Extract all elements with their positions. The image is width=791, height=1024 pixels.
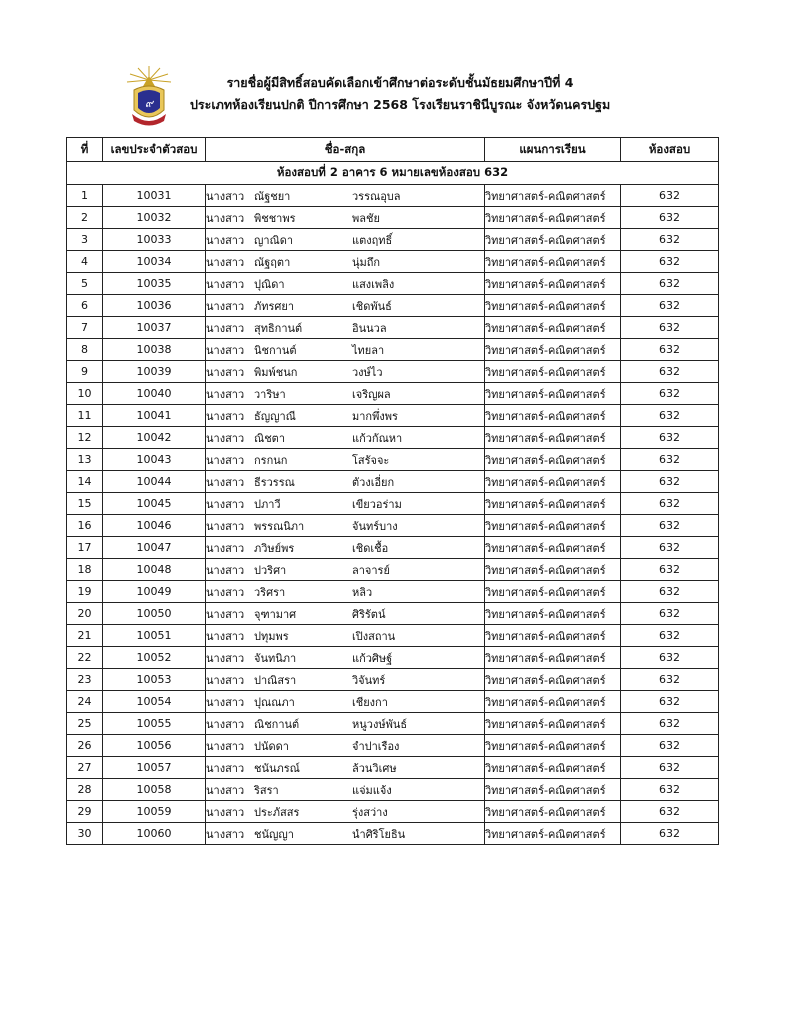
study-plan: วิทยาศาสตร์-คณิตศาสตร์ (485, 669, 621, 691)
last-name: รุ่งสว่าง (352, 805, 388, 819)
full-name (206, 471, 485, 493)
full-name (206, 735, 485, 757)
exam-id: 10041 (103, 405, 206, 427)
name-prefix: นางสาว (206, 739, 245, 753)
last-name: นุ่มถึก (352, 255, 381, 269)
row-number: 5 (67, 273, 103, 295)
study-plan: วิทยาศาสตร์-คณิตศาสตร์ (485, 383, 621, 405)
row-number: 11 (67, 405, 103, 427)
table-row (67, 317, 719, 339)
name-prefix: นางสาว (206, 255, 245, 269)
name-prefix: นางสาว (206, 585, 245, 599)
name-prefix: นางสาว (206, 277, 245, 291)
row-number: 6 (67, 295, 103, 317)
full-name (206, 603, 485, 625)
name-prefix: นางสาว (206, 431, 245, 445)
study-plan: วิทยาศาสตร์-คณิตศาสตร์ (485, 229, 621, 251)
exam-id: 10056 (103, 735, 206, 757)
table-row (67, 801, 719, 823)
table-row (67, 823, 719, 845)
last-name: อินนวล (352, 321, 387, 335)
name-prefix: นางสาว (206, 827, 245, 841)
full-name (206, 207, 485, 229)
study-plan: วิทยาศาสตร์-คณิตศาสตร์ (485, 779, 621, 801)
exam-id: 10034 (103, 251, 206, 273)
last-name: แตงฤทธิ์ (352, 233, 393, 247)
first-name: ภวิษย์พร (254, 541, 295, 555)
exam-room: 632 (621, 713, 719, 735)
study-plan: วิทยาศาสตร์-คณิตศาสตร์ (485, 757, 621, 779)
last-name: ไทยลา (352, 343, 385, 357)
study-plan: วิทยาศาสตร์-คณิตศาสตร์ (485, 603, 621, 625)
last-name: จำปาเรือง (352, 739, 400, 753)
exam-id: 10060 (103, 823, 206, 845)
full-name (206, 691, 485, 713)
last-name: มากพึ่งพร (352, 409, 398, 423)
first-name: ณัฐชยา (254, 189, 291, 203)
full-name (206, 801, 485, 823)
exam-id: 10032 (103, 207, 206, 229)
exam-room: 632 (621, 801, 719, 823)
first-name: ปวริศา (254, 563, 287, 577)
study-plan: วิทยาศาสตร์-คณิตศาสตร์ (485, 823, 621, 845)
exam-room: 632 (621, 317, 719, 339)
row-number: 16 (67, 515, 103, 537)
full-name (206, 405, 485, 427)
study-plan: วิทยาศาสตร์-คณิตศาสตร์ (485, 691, 621, 713)
row-number: 4 (67, 251, 103, 273)
exam-id: 10051 (103, 625, 206, 647)
section-row (67, 162, 719, 185)
name-prefix: นางสาว (206, 695, 245, 709)
col-header-room: ห้องสอบ (621, 138, 719, 162)
name-prefix: นางสาว (206, 409, 245, 423)
exam-room: 632 (621, 647, 719, 669)
last-name: จันทร์บาง (352, 519, 398, 533)
last-name: นำศิริโยธิน (352, 827, 406, 841)
col-header-no: ที่ (67, 138, 103, 162)
exam-room: 632 (621, 185, 719, 207)
full-name (206, 295, 485, 317)
study-plan: วิทยาศาสตร์-คณิตศาสตร์ (485, 735, 621, 757)
full-name (206, 229, 485, 251)
first-name: พิชชาพร (254, 211, 296, 225)
exam-room: 632 (621, 405, 719, 427)
exam-room: 632 (621, 207, 719, 229)
full-name (206, 493, 485, 515)
full-name (206, 339, 485, 361)
exam-id: 10057 (103, 757, 206, 779)
study-plan: วิทยาศาสตร์-คณิตศาสตร์ (485, 361, 621, 383)
exam-id: 10033 (103, 229, 206, 251)
col-header-exam-id: เลขประจำตัวสอบ (103, 138, 206, 162)
study-plan: วิทยาศาสตร์-คณิตศาสตร์ (485, 405, 621, 427)
last-name: เชียงกา (352, 695, 388, 709)
name-prefix: นางสาว (206, 233, 245, 247)
table-row (67, 515, 719, 537)
exam-id: 10049 (103, 581, 206, 603)
section-label: ห้องสอบที่ 2 อาคาร 6 หมายเลขห้องสอบ 632 (67, 162, 719, 185)
study-plan: วิทยาศาสตร์-คณิตศาสตร์ (485, 471, 621, 493)
row-number: 22 (67, 647, 103, 669)
study-plan: วิทยาศาสตร์-คณิตศาสตร์ (485, 317, 621, 339)
table-row (67, 779, 719, 801)
last-name: เชิดพันธ์ (352, 299, 392, 313)
col-header-plan: แผนการเรียน (485, 138, 621, 162)
row-number: 18 (67, 559, 103, 581)
last-name: แจ่มแจ้ง (352, 783, 392, 797)
exam-id: 10042 (103, 427, 206, 449)
table-row (67, 185, 719, 207)
name-prefix: นางสาว (206, 717, 245, 731)
last-name: เจริญผล (352, 387, 391, 401)
full-name (206, 647, 485, 669)
study-plan: วิทยาศาสตร์-คณิตศาสตร์ (485, 713, 621, 735)
exam-room: 632 (621, 669, 719, 691)
table-row (67, 251, 719, 273)
exam-room: 632 (621, 537, 719, 559)
exam-id: 10043 (103, 449, 206, 471)
study-plan: วิทยาศาสตร์-คณิตศาสตร์ (485, 537, 621, 559)
name-prefix: นางสาว (206, 673, 245, 687)
document-title (190, 72, 610, 116)
name-prefix: นางสาว (206, 783, 245, 797)
first-name: จันทนิภา (254, 651, 297, 665)
first-name: ณิชกานต์ (254, 717, 300, 731)
exam-id: 10046 (103, 515, 206, 537)
row-number: 20 (67, 603, 103, 625)
row-number: 2 (67, 207, 103, 229)
exam-room: 632 (621, 449, 719, 471)
study-plan: วิทยาศาสตร์-คณิตศาสตร์ (485, 339, 621, 361)
exam-id: 10054 (103, 691, 206, 713)
exam-id: 10055 (103, 713, 206, 735)
last-name: หนูวงษ์พันธ์ (352, 717, 408, 731)
row-number: 23 (67, 669, 103, 691)
first-name: จุฑามาศ (254, 607, 297, 621)
name-prefix: นางสาว (206, 343, 245, 357)
table-row (67, 559, 719, 581)
exam-room: 632 (621, 757, 719, 779)
exam-id: 10053 (103, 669, 206, 691)
exam-room: 632 (621, 273, 719, 295)
exam-id: 10035 (103, 273, 206, 295)
first-name: ปทุมพร (254, 629, 289, 643)
exam-id: 10044 (103, 471, 206, 493)
first-name: ธีรวรรณ (254, 475, 295, 489)
first-name: ปาณิสรา (254, 673, 297, 687)
name-prefix: นางสาว (206, 629, 245, 643)
table-row (67, 493, 719, 515)
name-prefix: นางสาว (206, 453, 245, 467)
first-name: กรกนก (254, 453, 288, 467)
name-prefix: นางสาว (206, 651, 245, 665)
exam-room: 632 (621, 515, 719, 537)
row-number: 27 (67, 757, 103, 779)
study-plan: วิทยาศาสตร์-คณิตศาสตร์ (485, 559, 621, 581)
first-name: ญาณิดา (254, 233, 294, 247)
name-prefix: นางสาว (206, 189, 245, 203)
last-name: ล้วนวิเศษ (352, 761, 397, 775)
exam-room: 632 (621, 581, 719, 603)
row-number: 10 (67, 383, 103, 405)
exam-room: 632 (621, 779, 719, 801)
last-name: แก้วศิษฐ์ (352, 651, 393, 665)
name-prefix: นางสาว (206, 321, 245, 335)
exam-room: 632 (621, 603, 719, 625)
exam-id: 10048 (103, 559, 206, 581)
exam-id: 10031 (103, 185, 206, 207)
name-prefix: นางสาว (206, 761, 245, 775)
table-row (67, 405, 719, 427)
candidate-table (66, 137, 719, 845)
first-name: ธัญญาณี (254, 409, 296, 423)
last-name: หลิว (352, 585, 373, 599)
table-row (67, 537, 719, 559)
name-prefix: นางสาว (206, 387, 245, 401)
name-prefix: นางสาว (206, 519, 245, 533)
first-name: วริศรา (254, 585, 286, 599)
full-name (206, 779, 485, 801)
name-prefix: นางสาว (206, 563, 245, 577)
study-plan: วิทยาศาสตร์-คณิตศาสตร์ (485, 251, 621, 273)
row-number: 7 (67, 317, 103, 339)
title-line-2: ประเภทห้องเรียนปกติ ปีการศึกษา 2568 โรงเรียนราชินีบูรณะ จังหวัดนครปฐม (190, 97, 611, 112)
exam-id: 10038 (103, 339, 206, 361)
svg-text:๙: ๙ (144, 97, 154, 110)
exam-room: 632 (621, 559, 719, 581)
row-number: 30 (67, 823, 103, 845)
exam-room: 632 (621, 735, 719, 757)
first-name: ณิชตา (254, 431, 285, 445)
row-number: 28 (67, 779, 103, 801)
last-name: ศิริรัตน์ (352, 607, 386, 621)
table-row (67, 735, 719, 757)
last-name: วิจันทร์ (352, 673, 386, 687)
last-name: โสรัจจะ (352, 453, 390, 467)
table-row (67, 427, 719, 449)
row-number: 9 (67, 361, 103, 383)
last-name: วงษ์ไว (352, 365, 383, 379)
full-name (206, 669, 485, 691)
exam-id: 10050 (103, 603, 206, 625)
row-number: 26 (67, 735, 103, 757)
first-name: ชนัญญา (254, 827, 294, 841)
table-row (67, 669, 719, 691)
last-name: ตัวงเอี่ยก (352, 475, 395, 489)
first-name: ปภาวี (254, 497, 281, 511)
study-plan: วิทยาศาสตร์-คณิตศาสตร์ (485, 493, 621, 515)
name-prefix: นางสาว (206, 607, 245, 621)
exam-room: 632 (621, 625, 719, 647)
first-name: นิชกานต์ (254, 343, 297, 357)
study-plan: วิทยาศาสตร์-คณิตศาสตร์ (485, 185, 621, 207)
row-number: 17 (67, 537, 103, 559)
table-row (67, 691, 719, 713)
table-row (67, 383, 719, 405)
last-name: พลชัย (352, 211, 380, 225)
first-name: ปนัดดา (254, 739, 289, 753)
table-header-row (67, 138, 719, 162)
study-plan: วิทยาศาสตร์-คณิตศาสตร์ (485, 295, 621, 317)
exam-id: 10040 (103, 383, 206, 405)
full-name (206, 427, 485, 449)
exam-room: 632 (621, 471, 719, 493)
study-plan: วิทยาศาสตร์-คณิตศาสตร์ (485, 801, 621, 823)
row-number: 21 (67, 625, 103, 647)
table-row (67, 603, 719, 625)
exam-id: 10052 (103, 647, 206, 669)
row-number: 3 (67, 229, 103, 251)
exam-room: 632 (621, 383, 719, 405)
exam-room: 632 (621, 361, 719, 383)
table-row (67, 449, 719, 471)
first-name: ประภัสสร (254, 805, 300, 819)
full-name (206, 515, 485, 537)
last-name: แสงเพลิง (352, 277, 395, 291)
study-plan: วิทยาศาสตร์-คณิตศาสตร์ (485, 449, 621, 471)
exam-id: 10037 (103, 317, 206, 339)
last-name: เขียวอร่าม (352, 497, 402, 511)
first-name: ภัทรศยา (254, 299, 295, 313)
first-name: สุทธิกานต์ (254, 321, 303, 335)
full-name (206, 317, 485, 339)
name-prefix: นางสาว (206, 497, 245, 511)
name-prefix: นางสาว (206, 805, 245, 819)
row-number: 14 (67, 471, 103, 493)
table-row (67, 207, 719, 229)
first-name: ปุณิดา (254, 277, 285, 291)
exam-id: 10039 (103, 361, 206, 383)
row-number: 12 (67, 427, 103, 449)
study-plan: วิทยาศาสตร์-คณิตศาสตร์ (485, 207, 621, 229)
row-number: 29 (67, 801, 103, 823)
study-plan: วิทยาศาสตร์-คณิตศาสตร์ (485, 647, 621, 669)
first-name: ณัฐฤตา (254, 255, 291, 269)
full-name (206, 449, 485, 471)
full-name (206, 361, 485, 383)
study-plan: วิทยาศาสตร์-คณิตศาสตร์ (485, 427, 621, 449)
exam-room: 632 (621, 251, 719, 273)
full-name (206, 625, 485, 647)
full-name (206, 273, 485, 295)
last-name: ลาจารย์ (352, 563, 390, 577)
full-name (206, 537, 485, 559)
table-row (67, 713, 719, 735)
title-line-1: รายชื่อผู้มีสิทธิ์สอบคัดเลือกเข้าศึกษาต่อระดับชั้นมัธยมศึกษาปีที่ 4 (226, 75, 574, 90)
exam-room: 632 (621, 295, 719, 317)
name-prefix: นางสาว (206, 211, 245, 225)
full-name (206, 383, 485, 405)
name-prefix: นางสาว (206, 541, 245, 555)
table-row (67, 471, 719, 493)
row-number: 15 (67, 493, 103, 515)
first-name: ปุณณภา (254, 695, 295, 709)
table-row (67, 361, 719, 383)
exam-room: 632 (621, 339, 719, 361)
study-plan: วิทยาศาสตร์-คณิตศาสตร์ (485, 625, 621, 647)
full-name (206, 823, 485, 845)
school-emblem-icon (126, 66, 172, 128)
first-name: ริสรา (254, 783, 279, 797)
last-name: แก้วกัณหา (352, 431, 403, 445)
row-number: 8 (67, 339, 103, 361)
full-name (206, 581, 485, 603)
last-name: เชิดเชื้อ (352, 541, 389, 555)
row-number: 25 (67, 713, 103, 735)
name-prefix: นางสาว (206, 365, 245, 379)
exam-room: 632 (621, 823, 719, 845)
exam-id: 10047 (103, 537, 206, 559)
study-plan: วิทยาศาสตร์-คณิตศาสตร์ (485, 273, 621, 295)
full-name (206, 713, 485, 735)
row-number: 19 (67, 581, 103, 603)
table-row (67, 339, 719, 361)
full-name (206, 251, 485, 273)
row-number: 1 (67, 185, 103, 207)
first-name: วาริษา (254, 387, 286, 401)
full-name (206, 185, 485, 207)
full-name (206, 757, 485, 779)
full-name (206, 559, 485, 581)
table-row (67, 273, 719, 295)
exam-id: 10059 (103, 801, 206, 823)
first-name: พิมพ์ชนก (254, 365, 298, 379)
last-name: วรรณอุบล (352, 189, 401, 203)
study-plan: วิทยาศาสตร์-คณิตศาสตร์ (485, 581, 621, 603)
row-number: 24 (67, 691, 103, 713)
first-name: ชนันภรณ์ (254, 761, 300, 775)
last-name: เปิงสถาน (352, 629, 396, 643)
study-plan: วิทยาศาสตร์-คณิตศาสตร์ (485, 515, 621, 537)
name-prefix: นางสาว (206, 299, 245, 313)
exam-id: 10036 (103, 295, 206, 317)
row-number: 13 (67, 449, 103, 471)
table-row (67, 625, 719, 647)
exam-id: 10045 (103, 493, 206, 515)
table-row (67, 647, 719, 669)
name-prefix: นางสาว (206, 475, 245, 489)
table-row (67, 229, 719, 251)
table-row (67, 295, 719, 317)
exam-id: 10058 (103, 779, 206, 801)
exam-room: 632 (621, 493, 719, 515)
col-header-name: ชื่อ-สกุล (206, 138, 485, 162)
exam-room: 632 (621, 691, 719, 713)
table-row (67, 757, 719, 779)
table-row (67, 581, 719, 603)
exam-room: 632 (621, 229, 719, 251)
first-name: พรรณนิภา (254, 519, 305, 533)
exam-room: 632 (621, 427, 719, 449)
